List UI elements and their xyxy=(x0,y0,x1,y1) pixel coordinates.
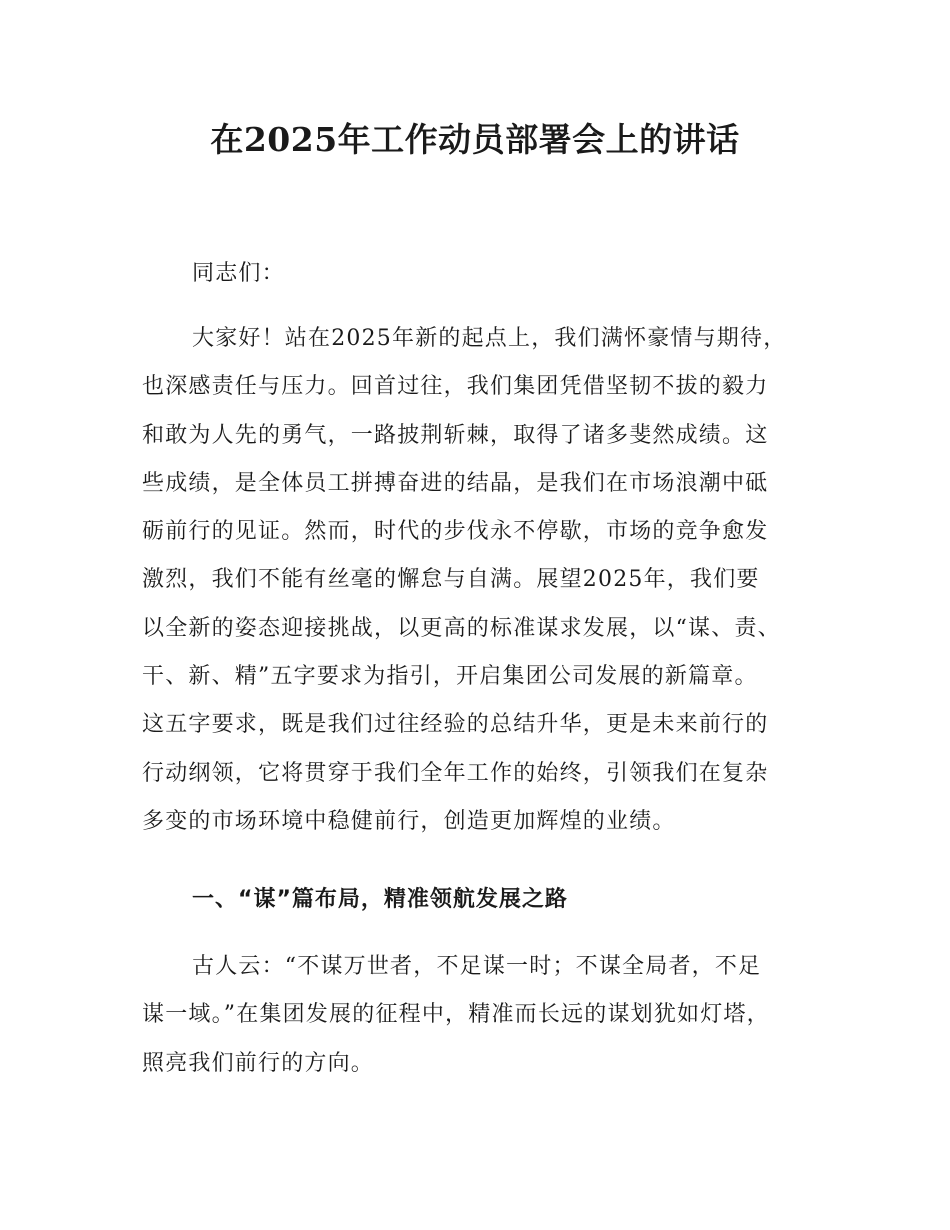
paragraph-intro xyxy=(142,315,832,846)
paragraph-line: 这五字要求，既是我们过往经验的总结升华，更是未来前行的 xyxy=(142,712,769,738)
paragraph-section-1 xyxy=(142,943,842,1088)
paragraph-line: 些成绩，是全体员工拼搏奋进的结晶，是我们在市场浪潮中砥 xyxy=(142,470,769,496)
paragraph-line: 和敢为人先的勇气，一路披荆斩棘，取得了诸多斐然成绩。这 xyxy=(142,422,769,448)
paragraph-line: 谋一域。”在集团发展的征程中，精准而长远的谋划犹如灯塔， xyxy=(142,1002,770,1028)
paragraph-line: 照亮我们前行的方向。 xyxy=(142,1050,375,1076)
paragraph-line: 古人云：“不谋万世者，不足谋一时；不谋全局者，不足 xyxy=(192,954,762,979)
paragraph-line: 干、新、精”五字要求为指引，开启集团公司发展的新篇章。 xyxy=(142,664,758,690)
salutation: 同志们： xyxy=(192,261,285,286)
paragraph-line: 砺前行的见证。然而，时代的步伐永不停歇，市场的竞争愈发 xyxy=(142,519,769,545)
paragraph-line: 大家好！站在2025年新的起点上，我们满怀豪情与期待， xyxy=(192,326,787,351)
paragraph-line: 激烈，我们不能有丝毫的懈怠与自满。展望2025年，我们要 xyxy=(142,567,760,593)
paragraph-line: 以全新的姿态迎接挑战，以更高的标准谋求发展，以“谋、责、 xyxy=(142,615,781,641)
paragraph-line: 也深感责任与压力。回首过往，我们集团凭借坚韧不拔的毅力 xyxy=(142,374,769,400)
paragraph-line: 多变的市场环境中稳健前行，创造更加辉煌的业绩。 xyxy=(142,808,676,834)
document-title: 在2025年工作动员部署会上的讲话 xyxy=(210,120,740,159)
section-heading: 一、“谋”篇布局，精准领航发展之路 xyxy=(192,887,568,912)
paragraph-line: 行动纲领，它将贯穿于我们全年工作的始终，引领我们在复杂 xyxy=(142,760,769,786)
